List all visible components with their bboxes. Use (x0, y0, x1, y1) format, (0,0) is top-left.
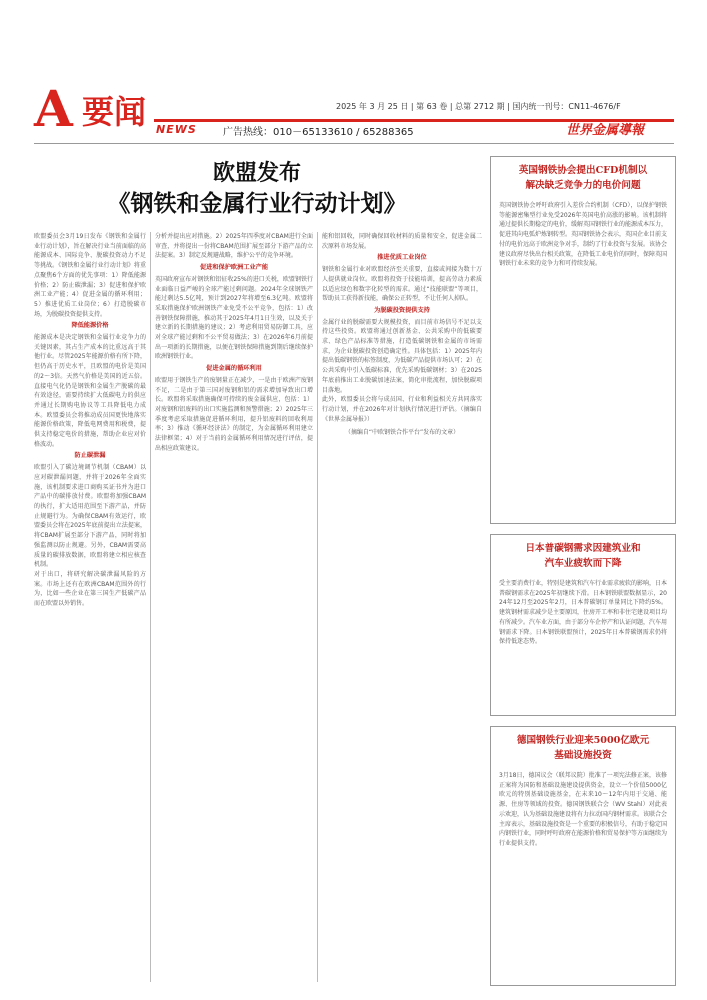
news-box-body (491, 579, 675, 711)
subheading-energy-price: 降低能源价格 (71, 322, 109, 330)
article-paragraph: 此外，欧盟委员会将与成员国、行业和利益相关方共同落实行动计划，并在2026年对计划执行情况进行评估。（摘编自《世界金属导报》） (322, 396, 482, 423)
section-letter: A (34, 79, 71, 138)
header-divider (34, 143, 674, 144)
subheading-recycling: 促进金属的循环利用 (206, 365, 262, 373)
news-box-title-line: 日本普碳钢需求因建筑业和 (525, 543, 641, 554)
news-box-text: 英国钢铁协会呼吁政府引入差价合约机制（CFD），以保护钢铁等能源密集型行业免受2026年英国电价高涨的影响。该机制将通过提供长期稳定的电价，缓解英国钢铁行业的能源成本压力，促进其向电弧炉炼钢转型。英国钢铁协会表示，英国企业目前支付的电价远高于欧洲竞争对手，制约了行业投资与发展。该协会建议政府尽快出台相关政策，在降低工业电价的同时，保障英国钢铁行业未来的竞争力和可持续发展。 (499, 202, 668, 268)
news-box-body (491, 771, 675, 979)
column-divider (150, 232, 151, 982)
article-intro: 欧盟委员会3月19日发布《钢铁和金属行业行动计划》，旨在解决行业当前面临的高能源成本、国际竞争、脱碳投资动力不足等挑战。《钢铁和金属行业行动计划》将重点聚焦6个方面的优先事项：1）降低能源价格；2）防止碳泄漏；3）促进和保护欧洲工业产能；4）促进金属的循环利用；5）推进优质工业岗位；6）打造脱碳市场，为脱碳投资提供支持。 (34, 233, 146, 318)
news-box-title (491, 541, 675, 571)
subheading-industrial-capacity: 促进和保护欧洲工业产能 (199, 264, 269, 272)
news-tag: NEWS (156, 123, 197, 136)
news-box-text: 受主要消费行业，特别是建筑和汽车行业需求疲软的影响，日本普碳钢需求在2025年初继续下滑。日本钢铁联盟数据显示，2024年12月至2025年2月，日本普碳钢订单量同比下降约5%。建筑钢材需求减少是主要原因，住房开工率和非住宅建设项目均有所减少。汽车业方面，由于部分车企停产和认证问题，汽车用钢需求下降。日本钢铁联盟预计，2025年日本普碳钢需求仍将保持低迷态势。 (499, 580, 668, 646)
article-paragraph: 对于出口，将研究解决碳泄漏风险的方案。市场上还有在欧洲CBAM范围外的行为，比如一些企业在第三国生产低碳产品而在欧盟以外销售。 (34, 570, 146, 608)
article-source-note: （摘编自“中欧钢铁合作平台”发布的文章） (344, 429, 460, 437)
news-box-title-line: 基础设施投资 (554, 750, 612, 761)
article-paragraph: 分析并提出应对措施。2）2025年四季度对CBAM进行全面审查，并将提出一份将CBAM范围扩展至部分下游产品的立法提案。3）制定反规避战略，维护公平的竞争环境。 (155, 233, 313, 260)
news-box-title-line: 英国钢铁协会提出CFD机制以 (518, 165, 648, 176)
article-title-line1: 欧盟发布 (212, 160, 301, 186)
news-box-uk (490, 156, 676, 524)
news-box-title (491, 163, 675, 193)
news-box-japan (490, 534, 676, 716)
ad-hotline: 广告热线：010－65133610 / 65288365 (223, 127, 414, 138)
article-paragraph: 欧盟用于钢铁生产的废钢量正在减少，一是由于欧洲产废钢不足，二是由于第三国对废钢和铝的需求增加导致出口增长。欧盟将采取措施确保可持续的废金属供应，包括：1）对废钢和铝废料的出口实施监测和预警措施；2）2025年三季度考虑采取措施促进循环利用，提升铝废料的回收利用率；3）推动《循环经济法》的制定，为金属循环利用建立法律框架；4）对于当前的金属循环利用情况进行评估，提出相应政策建议。 (155, 376, 313, 452)
newspaper-logo: 世界金属導報 (566, 123, 645, 138)
news-box-germany (490, 726, 676, 986)
article-column-3 (322, 232, 482, 982)
issue-meta: 2025 年 3 月 25 日 | 第 63 卷 | 总第 2712 期 | 国内统一刊号：CN11-4676/F (336, 102, 621, 111)
news-box-title (491, 733, 675, 763)
article-paragraph: 英国政府宣布对钢铁和铝征收25%的进口关税，欧盟钢铁行业面临日益严峻的全球产能过剩问题。2024年全球钢铁产能过剩达5.5亿吨，预计到2027年将增至6.3亿吨。欧盟将采取措施保护欧洲钢铁产业免受不公平竞争，包括：1）改善钢铁保障措施，推动其于2025年4月1日生效，以及关于建立新的长期措施的建议；2）考虑利用贸易防御工具，应对全球产能过剩和不公平贸易做法；3）在2026年6月前提出一项新的长期措施，以便在钢铁保障措施到期后继续保护欧洲钢铁行业。 (155, 275, 313, 361)
article-paragraph: 金属行业的脱碳需要大规模投资，而目前市场信号不足以支持这些投资。欧盟将通过创新基金、公共采购中的低碳要求、绿色产品标准等措施，打造低碳钢铁和金属的市场需求，为企业脱碳投资创造确定性。具体包括：1）2025年内提出低碳钢铁的标签制度，为低碳产品提供市场认可；2）在公共采购中引入低碳标准，优先采购低碳钢材；3）在2025年底前推出工业脱碳加速法案，简化审批流程，加快脱碳项目落地。 (322, 318, 482, 394)
article-column-2 (155, 232, 313, 982)
column-divider (317, 232, 318, 982)
subheading-quality-jobs: 推进优质工业岗位 (377, 254, 427, 262)
news-box-title-line: 解决缺乏竞争力的电价问题 (525, 180, 641, 191)
article-paragraph: 能和铝回收，同时确保回收材料的质量和安全，促进金属二次原料市场发展。 (322, 233, 482, 250)
article-column-1 (34, 232, 146, 982)
news-box-body (491, 201, 675, 513)
subheading-decarbonisation: 为脱碳投资提供支持 (374, 306, 430, 314)
subheading-carbon-leakage: 防止碳泄漏 (74, 452, 106, 460)
article-paragraph: 钢铁和金属行业对欧盟经济至关重要，直接或间接为数十万人提供就业岗位。欧盟将投资于技能培训，提高劳动力素质以适应绿色和数字化转型的需求。通过“技能联盟”等项目，帮助员工获得新技能，确保公正转型，不让任何人掉队。 (322, 266, 482, 303)
article-paragraph: 能源成本是决定钢铁和金属行业竞争力的关键因素，其占生产成本的比重远高于其他行业。尽管2025年能源价格有所下降，但仍高于历史水平，且欧盟的电价是美国的2～3倍。天然气价格是美国的近五倍。直接电气化仍是钢铁和金属生产脱碳的最有效途径，需要持续扩大低碳电力的供应并通过长期购电协议等工具降低电力成本。欧盟委员会将推动成员国更快地落实能源价格政策，降低电网费用和税费，提供支持稳定电价的措施，帮助企业应对价格波动。 (34, 334, 146, 448)
section-title: 要闻 (82, 93, 147, 131)
article-title-line2: 《钢铁和金属行业行动计划》 (107, 190, 407, 217)
news-box-title-line: 德国钢铁行业迎来5000亿欧元 (516, 735, 650, 746)
article-paragraph: 欧盟引入了碳边境调节机制（CBAM）以应对碳泄漏问题，并将于2026年全面实施，该机制要求进口商购买证书并为进口产品中的碳排放付费。欧盟将加强CBAM的执行，扩大适用范围至下游产品，并防止规避行为。为确保CBAM有效运行，欧盟委员会将在2025年底前提出立法提案，将CBAM扩展至部分下游产品，同时将加强监测以防止规避。另外，CBAM需要高质量的碳排放数据，欧盟将建立相应核查机制。 (34, 464, 146, 569)
news-box-text: 3月18日，德国议会（联邦议院）批准了一项宪法修正案，该修正案将为国防和基础设施建设提供资金，设立一个价值5000亿欧元的特别基础设施基金，在未来10～12年内用于交通、能源、住房等领域的投资。德国钢铁联合会（WV Stahl）对此表示欢迎，认为基础设施建设将有力拉动国内钢材需求。该联合会主席表示，基础设施投资是一个重要的积极信号，有助于稳定国内钢铁行业，同时呼吁政府在能源价格和贸易保护等方面继续为行业提供支持。 (499, 772, 668, 847)
news-box-title-line: 汽车业疲软而下降 (544, 558, 622, 569)
